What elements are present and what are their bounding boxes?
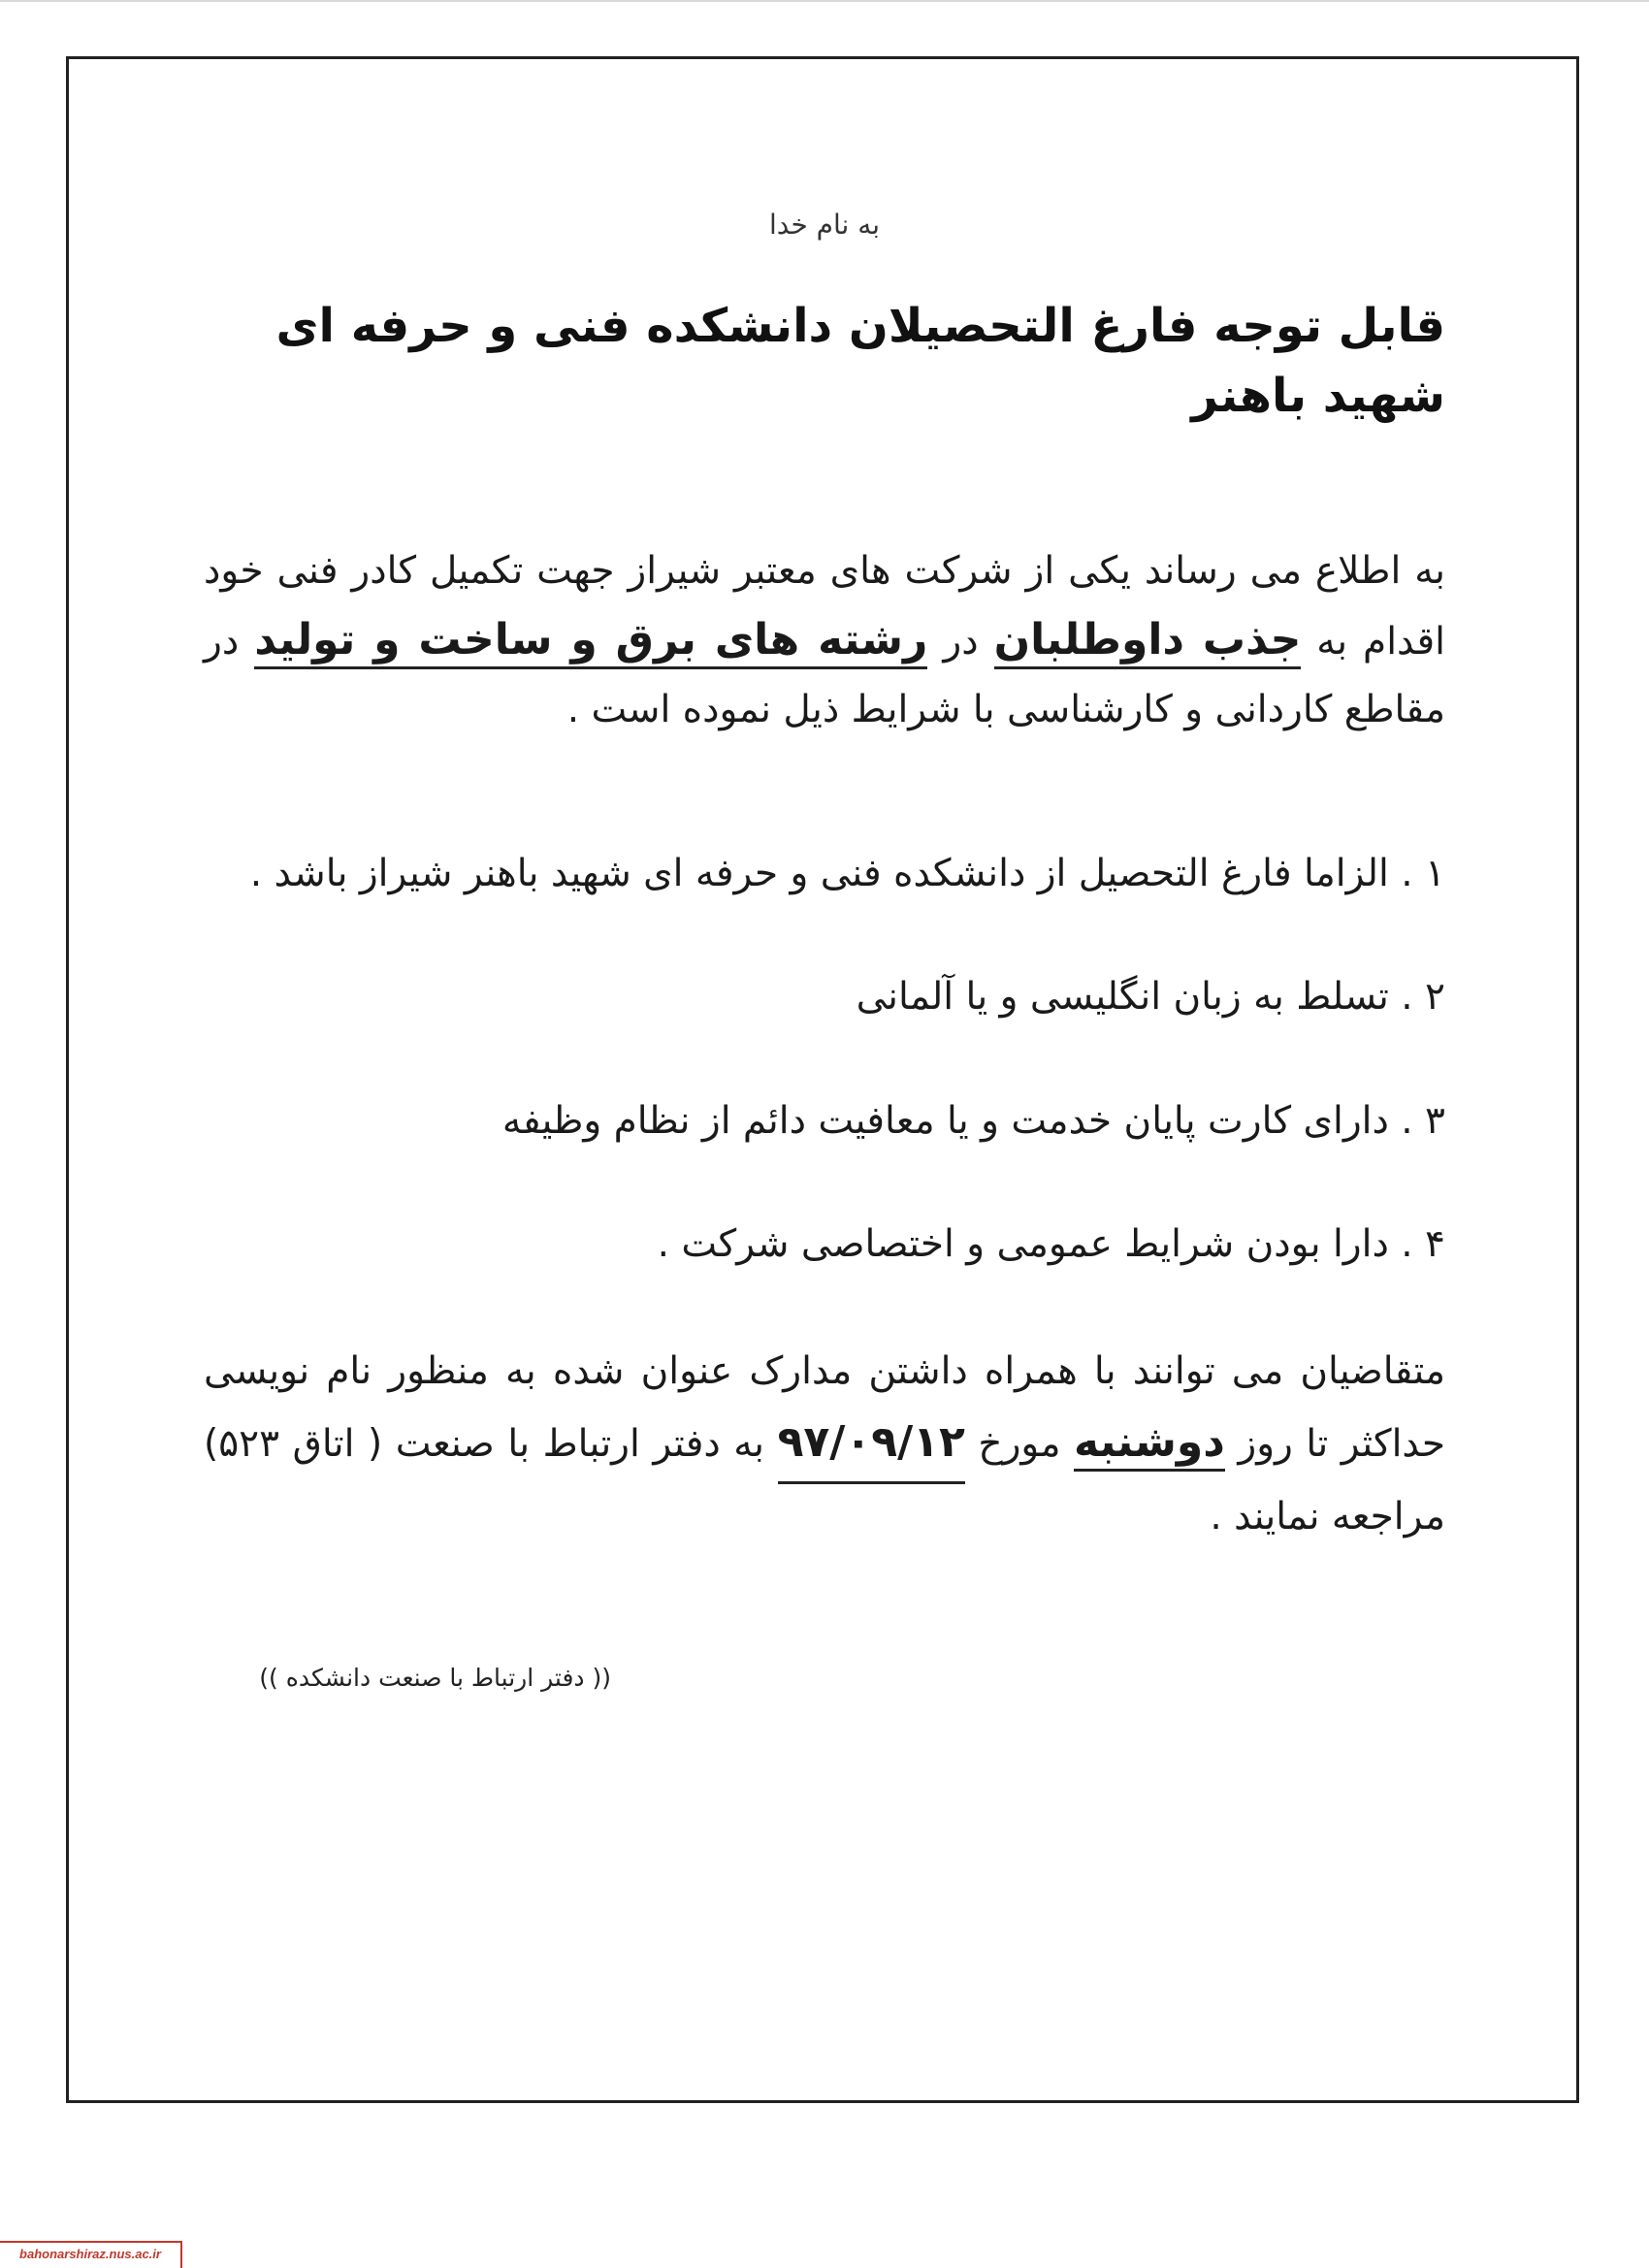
intro-emphasis-fields: رشته های برق و ساخت و تولید: [254, 615, 927, 669]
intro-text-2: در: [927, 620, 994, 664]
announcement-intro: [204, 538, 1445, 742]
invocation-heading: به نام خدا: [768, 209, 881, 241]
closing-text-1: متقاضیان می توانند با همراه داشتن مدارک عنوان شده به منظور نام نویسی حداکثر تا روز: [204, 1349, 1445, 1467]
closing-text-2: مورخ: [964, 1422, 1075, 1467]
intro-text-3: در مقاطع کاردانی و کارشناسی با شرایط ذیل نموده است .: [204, 620, 1445, 731]
condition-item: ۲ . تسلط به زبان انگلیسی و یا آلمانی: [856, 975, 1445, 1020]
condition-item: ۳ . دارای کارت پایان خدمت و یا معافیت دائم از نظام وظیفه: [501, 1098, 1445, 1143]
conditions-list: [204, 844, 1445, 1276]
signature-line: (( دفتر ارتباط با صنعت دانشکده )): [259, 1664, 611, 1692]
closing-day: دوشنبه: [1074, 1417, 1225, 1472]
scan-edge-line: [0, 0, 1649, 2]
closing-text-3: به دفتر ارتباط با صنعت ( اتاق ۵۲۳) مراجعه نمایند .: [204, 1422, 1445, 1539]
intro-emphasis-recruitment: جذب داوطلبان: [994, 615, 1302, 669]
closing-date: ۹۷/۰۹/۱۲: [778, 1405, 965, 1484]
intro-text-1: به اطلاع می رساند یکی از شرکت های معتبر شیراز جهت تکمیل کادر فنی خود اقدام به: [204, 549, 1445, 664]
closing-paragraph: [204, 1339, 1445, 1551]
announcement-title: قابل توجه فارغ التحصیلان دانشکده فنی و حرفه ای شهید باهنر: [275, 299, 1445, 423]
site-watermark: bahonarshiraz.nus.ac.ir: [0, 2241, 182, 2268]
condition-item: ۱ . الزاما فارغ التحصیل از دانشکده فنی و حرفه ای شهید باهنر شیراز باشد .: [249, 852, 1445, 895]
condition-item: ۴ . دارا بودن شرایط عمومی و اختصاصی شرکت .: [657, 1222, 1445, 1267]
